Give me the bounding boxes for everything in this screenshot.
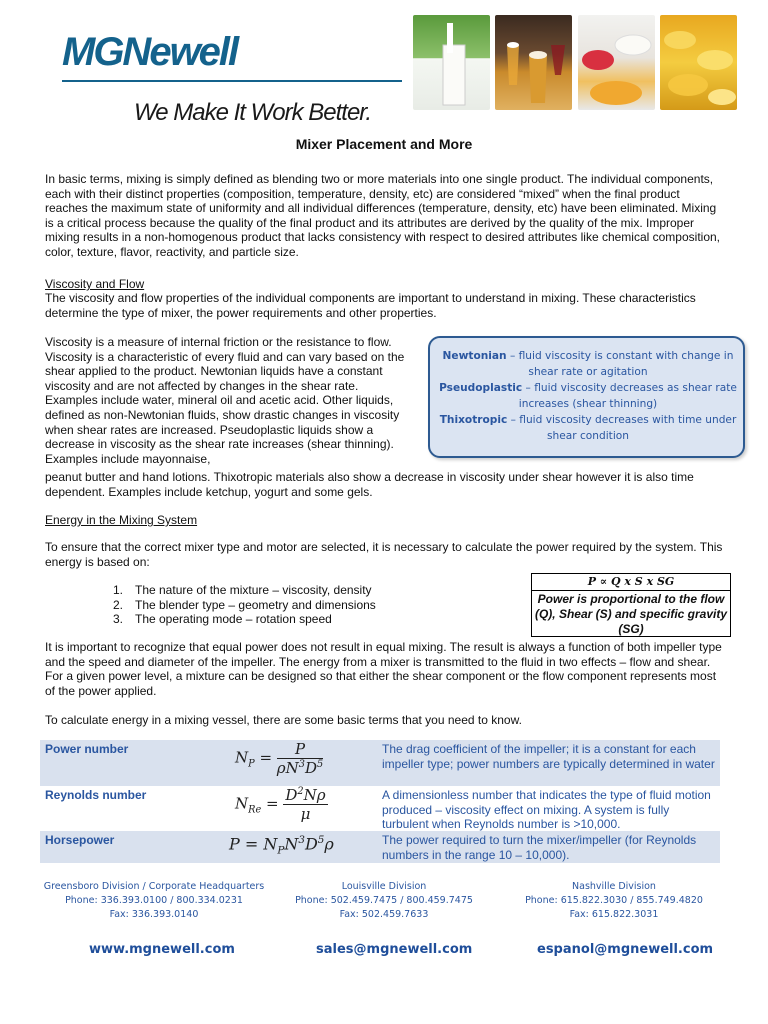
office-fax: Fax: 336.393.0140 [109,909,199,920]
espanol-email-link[interactable]: espanol@mgnewell.com [537,942,714,957]
viscosity-detail-paragraph: Viscosity is a measure of internal friction or the resistance to flow. Viscosity is a characteristic of every fluid and can vary based on the shear applied to the product. Newtonian liquids have a constant viscosity and are not affected by changes in the shear rate. Examples include water, mineral oil and acetic acid. Other liquids, defined as non-Newtonian fluids, show drastic changes in viscosity when shear rates are increased. Pseudoplastic liquids show a decrease in viscosity as the shear rate increases (shear thinning). Examples include mayonnaise, [45,335,405,466]
office-nashville [484,880,744,922]
desc-power-number: The drag coefficient of the impeller; it is a constant for each impeller type; power numbers are typically determined in water [382,742,715,771]
office-name: Louisville Division [341,881,427,892]
power-formula-box [531,573,731,637]
power-formula: P ∝ Q x S x SG [532,574,730,591]
term-horsepower: Horsepower [45,833,115,847]
list-item: 3. The operating mode – rotation speed [113,612,332,627]
website-link[interactable]: www.mgnewell.com [89,942,235,957]
sales-email-link[interactable]: sales@mgnewell.com [316,942,473,957]
office-phone: Phone: 336.393.0100 / 800.334.0231 [65,895,243,906]
office-greensboro [24,880,284,922]
callout-item-pseudoplastic: Pseudoplastic – fluid viscosity decreases as shear rate increases (shear thinning) [439,382,737,410]
capsule-photo [660,15,737,110]
viscosity-detail-continued: peanut butter and hand lotions. Thixotropic materials also show a decrease in viscosity under shear however it is also time dependent. Examples include ketchup, yogurt and some gels. [45,470,694,499]
list-item: 2. The blender type – geometry and dimensions [113,597,376,612]
logo-rule [62,80,402,82]
office-name: Nashville Division [572,881,656,892]
callout-item-newtonian: Newtonian – fluid viscosity is constant with change in shear rate or agitation [442,350,734,378]
intro-paragraph: In basic terms, mixing is simply defined as blending two or more materials into one single product. The individual components, each with their distinct properties (composition, temperature, density, etc) are considered “mixed” when the final product reaches the maximum state of uniformity and all individual differences (temperature, density, etc) have been eliminated. Mixing is a critical process because the quality of the final product and its attributes are derived by the quality of the mix. Improper mixing results in a non-homogenous product that lacks consistency with respect to desired attributes like chemical composition, color, texture, flavor, reactivity, and particle size. [45,172,720,259]
reynolds-number-equation: $N_{Re}$ = $\frac{D^2N\rho}{\mu}$ [235,786,326,823]
basic-terms-paragraph: To calculate energy in a mixing vessel, there are some basic terms that you need to know. [45,713,522,727]
list-item: 1. The nature of the mixture – viscosity, density [113,583,372,597]
table-row [40,831,720,863]
company-logo [62,30,402,126]
energy-heading: Energy in the Mixing System [45,513,198,527]
energy-factors-list [113,583,413,627]
energy-paragraph: To ensure that the correct mixer type and motor are selected, it is necessary to calculate the power required by the system. This energy is based on: [45,540,723,569]
beer-photo [495,15,572,110]
viscosity-paragraph: The viscosity and flow properties of the individual components are important to understand in mixing. These characteristics determine the type of mixer, the power requirements and other properties. [45,291,696,320]
fluid-types-callout [428,336,745,458]
office-phone: Phone: 615.822.3030 / 855.749.4820 [525,895,703,906]
power-formula-caption: Power is proportional to the flow (Q), Shear (S) and specific gravity (SG) [534,592,728,636]
milk-photo [413,15,490,110]
viscosity-heading: Viscosity and Flow [45,277,145,291]
callout-item-thixotropic: Thixotropic – fluid viscosity decreases with time under shear condition [439,414,737,442]
equal-power-paragraph: It is important to recognize that equal power does not result in equal mixing. The result is always a function of both impeller type and the speed and diameter of the impeller. The energy from a mixer is transmitted to the fluid in two effects – flow and shear. For a given power level, a mixture can be designed so that either the shear component or the flow component represents most of the power applied. [45,640,722,698]
office-fax: Fax: 502.459.7633 [339,909,429,920]
horsepower-equation: $P = N_PN^3D^5\rho$ [229,834,334,857]
office-phone: Phone: 502.459.7475 / 800.459.7475 [295,895,473,906]
table-row [40,786,720,831]
power-number-equation: $N_P$ = $\frac{P}{\rho N^3D^5}$ [235,740,324,777]
office-name: Greensboro Division / Corporate Headquarters [43,881,265,892]
dessert-photo [578,15,655,110]
term-power-number: Power number [45,742,129,756]
office-fax: Fax: 615.822.3031 [569,909,659,920]
office-louisville [254,880,514,922]
logo-tagline: We Make It Work Better. [134,99,372,126]
logo-wordmark: MGNewell [62,30,238,74]
desc-horsepower: The power required to turn the mixer/impeller (for Reynolds numbers in the range 10 – 10,000). [382,833,697,862]
table-row [40,740,720,786]
desc-reynolds-number: A dimensionless number that indicates the type of fluid motion produced – viscosity effect on mixing. A system is fully turbulent when Reynolds number is >10,000. [382,788,711,832]
term-reynolds-number: Reynolds number [45,788,147,802]
page-title: Mixer Placement and More [295,136,473,152]
